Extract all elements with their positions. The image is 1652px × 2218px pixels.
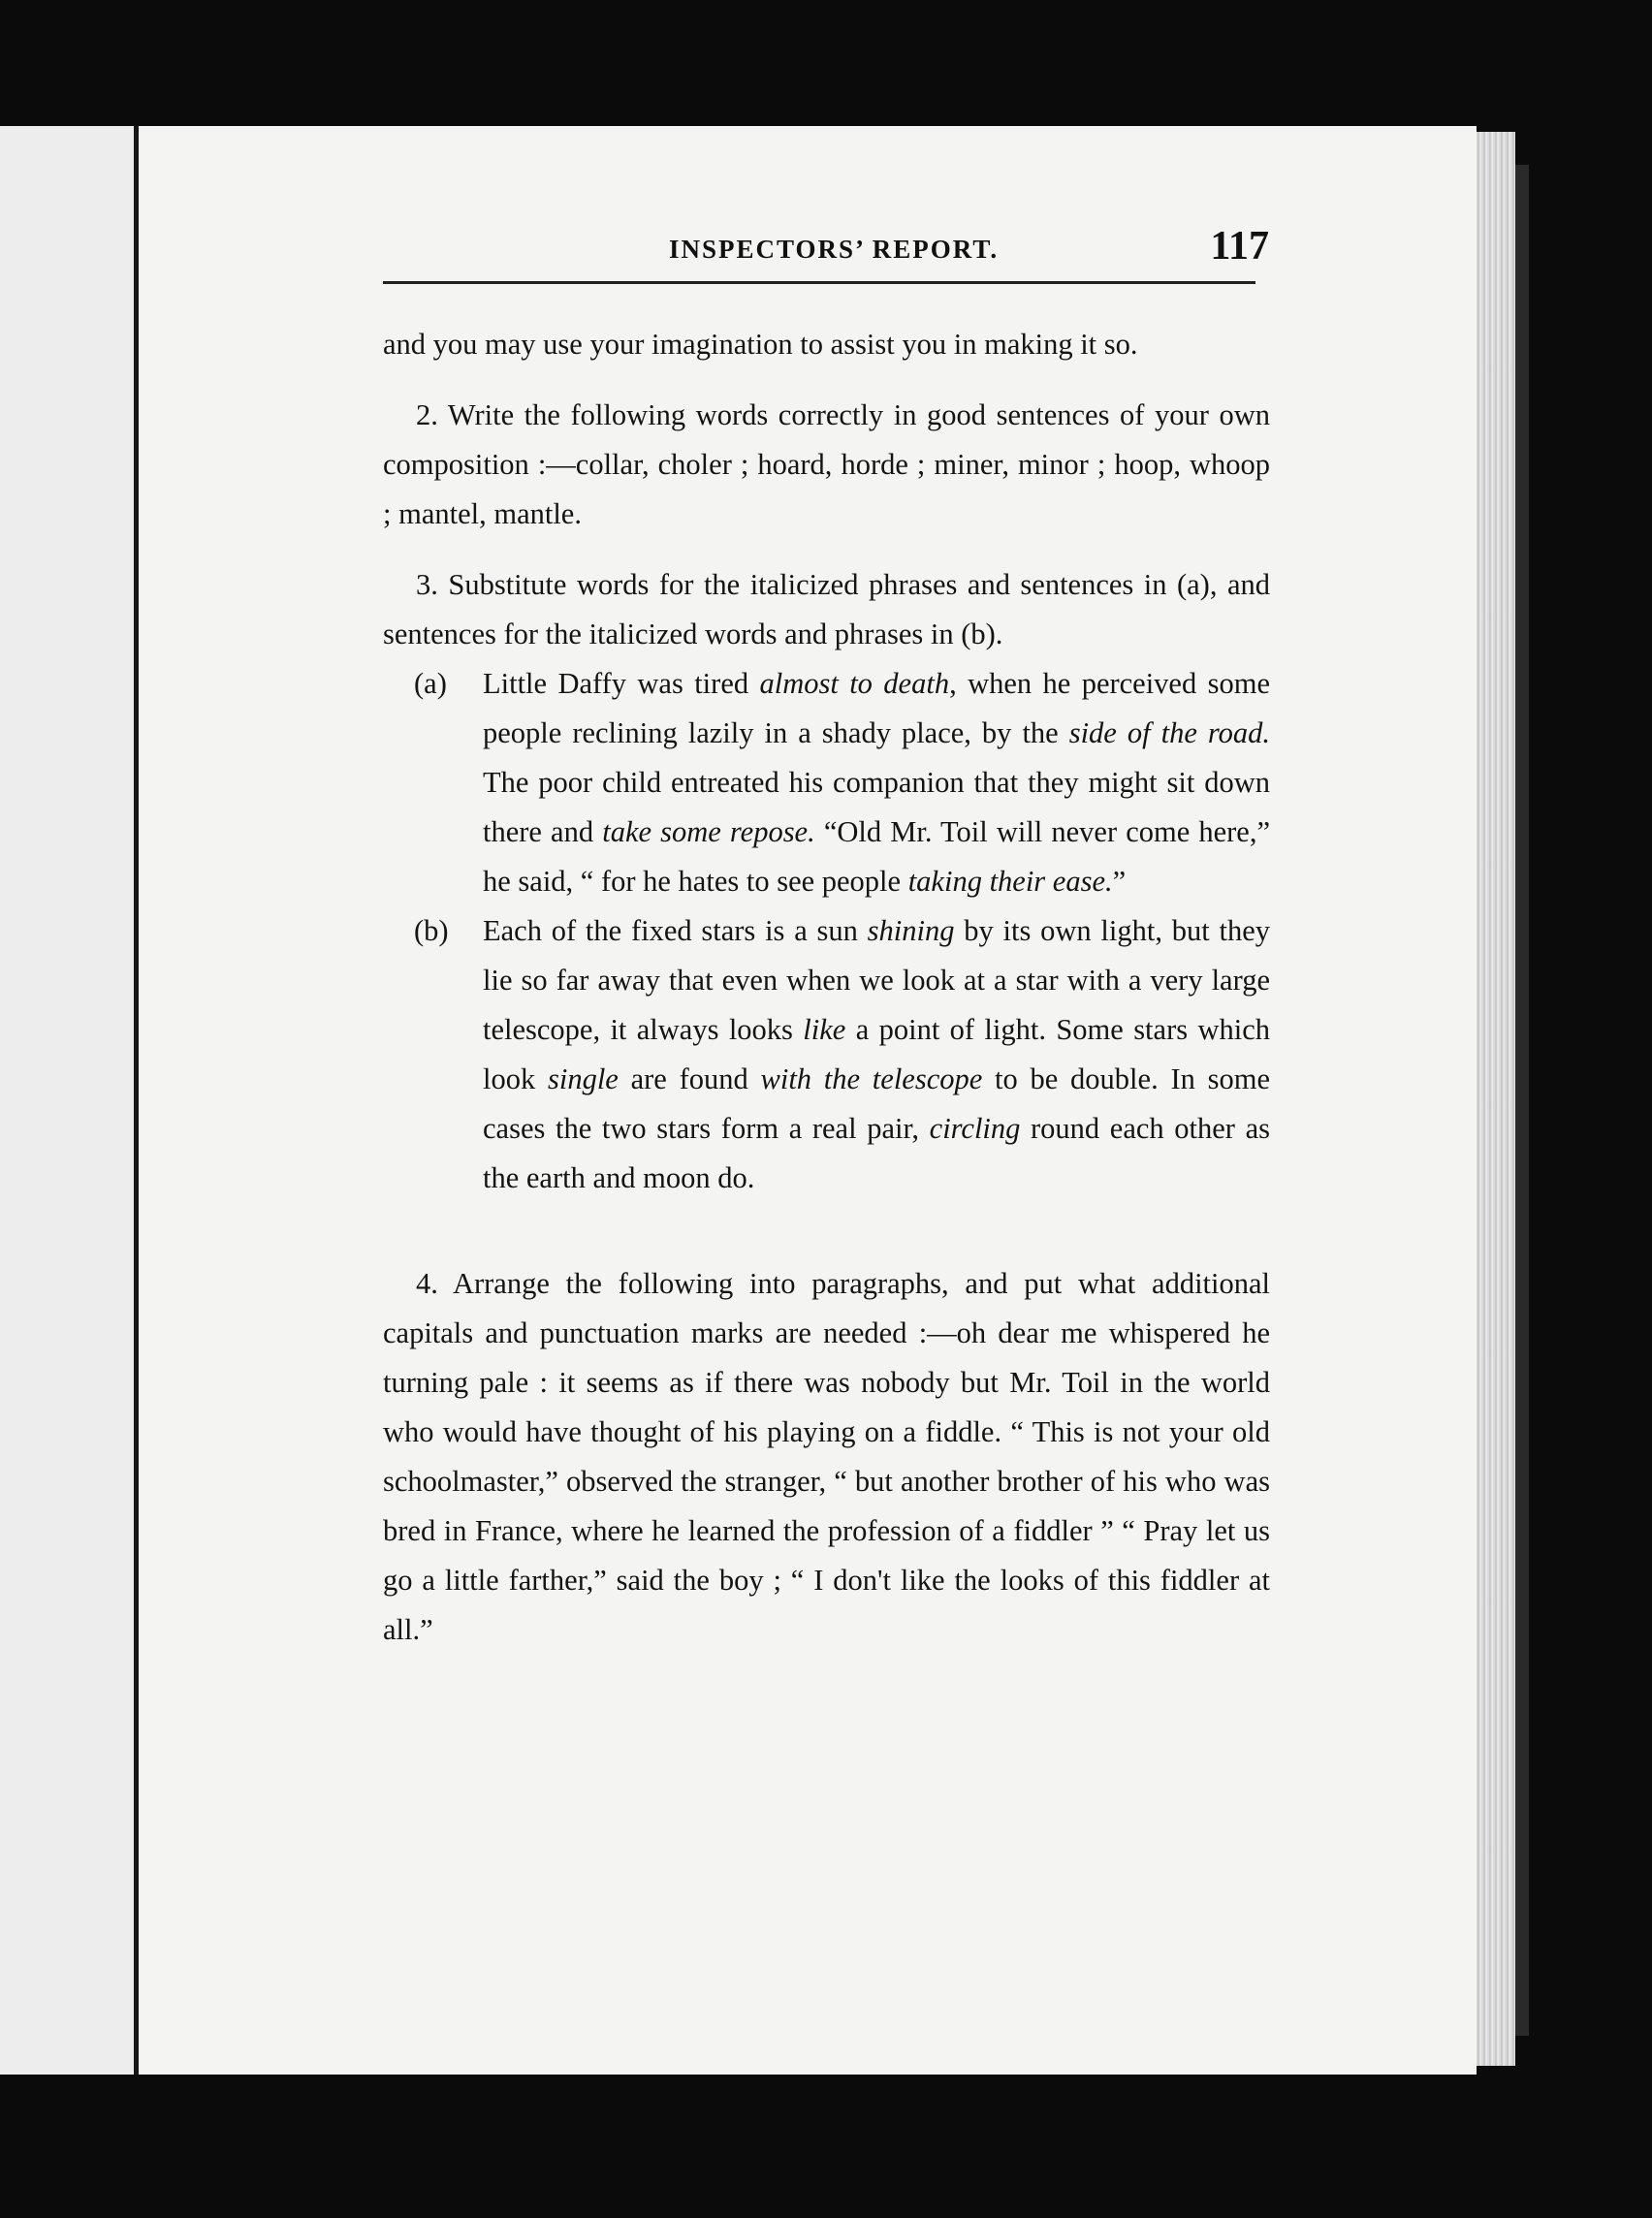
page-body bbox=[383, 320, 1270, 1676]
item-label-a: (a) bbox=[414, 667, 447, 700]
text-run: Little Daffy was tired bbox=[483, 667, 760, 700]
page-header bbox=[383, 221, 1275, 279]
text-run: Each of the fixed stars is a sun bbox=[483, 914, 868, 947]
question-3a bbox=[383, 659, 1270, 906]
text-run: by its own light, but they lie so far away that even when we look at a star with a very large telescope, it always looks bbox=[483, 914, 1271, 1046]
continuation-paragraph: and you may use your imagination to assist you in making it so. bbox=[383, 328, 1138, 361]
question-4: 4. Arrange the following into paragraphs, and put what additional capitals and punctuation marks are needed :—oh dear me whispered he turning pale : it seems as if there was nobody but Mr. Toil in the world who would have thought of his playing on a fiddle. “ This is not your old schoolmaster,” observed the stranger, “ but another brother of his who was bred in France, where he learned the profession of a fiddler ” “ Pray let us go a little farther,” said the boy ; “ I don't like the looks of this fiddler at all.” bbox=[383, 1267, 1270, 1646]
question-3: 3. Substitute words for the italicized phrases and sentences in (a), and sentences for the italicized words and phrases in (b). bbox=[383, 568, 1270, 650]
italic-phrase: take some repose. bbox=[602, 815, 815, 848]
text-run: The poor child entreated his companion that they might sit down there and bbox=[483, 766, 1270, 848]
facing-page-edge bbox=[0, 126, 136, 2075]
text-run: , when he perceived some people reclining lazily in a shady place, by the bbox=[483, 667, 1270, 749]
italic-phrase: circling bbox=[929, 1112, 1021, 1145]
running-head: INSPECTORS’ REPORT. bbox=[669, 235, 1000, 264]
header-rule bbox=[383, 281, 1255, 284]
text-run: round each other as the earth and moon do. bbox=[483, 1112, 1270, 1194]
text-run: a point of light. Some stars which look bbox=[483, 1013, 1270, 1095]
item-label-b: (b) bbox=[414, 914, 449, 947]
page-stack-edges bbox=[1477, 132, 1515, 2066]
book-cover-edge bbox=[1515, 165, 1529, 2036]
italic-phrase: with the telescope bbox=[760, 1062, 983, 1095]
italic-phrase: like bbox=[803, 1013, 846, 1046]
italic-phrase: single bbox=[547, 1062, 619, 1095]
text-run: ” bbox=[1112, 865, 1127, 898]
question-3b bbox=[383, 906, 1270, 1203]
text-run: “Old Mr. Toil will never come here,” he said, “ for he hates to see people bbox=[483, 815, 1271, 898]
italic-phrase: taking their ease. bbox=[907, 865, 1113, 898]
italic-phrase: side of the road. bbox=[1068, 716, 1270, 749]
text-run: are found bbox=[618, 1062, 761, 1095]
italic-phrase: shining bbox=[867, 914, 955, 947]
page-number: 117 bbox=[1210, 224, 1269, 269]
italic-phrase: almost to death bbox=[759, 667, 950, 700]
question-2: 2. Write the following words correctly in good sentences of your own composition :—collar, choler ; hoard, horde ; miner, minor ; hoop, whoop ; mantel, mantle. bbox=[383, 398, 1270, 530]
text-run: to be double. In some cases the two stars form a real pair, bbox=[483, 1062, 1270, 1145]
